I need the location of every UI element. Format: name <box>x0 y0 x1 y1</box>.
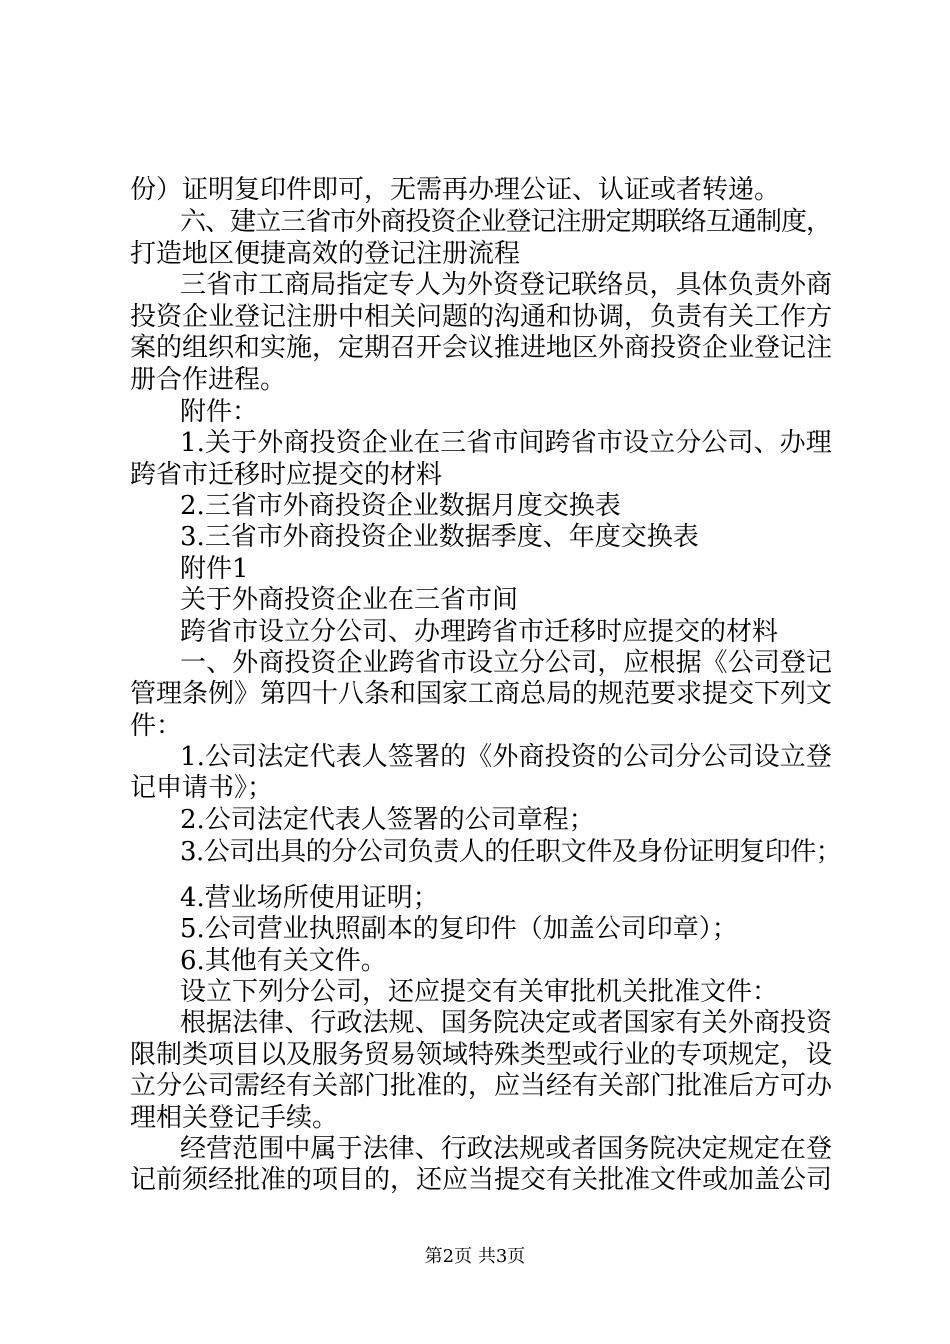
text-line: 记前须经批准的项目的，还应当提交有关批准文件或加盖公司 <box>130 1165 833 1195</box>
text-line: 记申请书》； <box>130 773 274 803</box>
text-line: 册合作进程。 <box>130 365 287 395</box>
text-line: 限制类项目以及服务贸易领域特殊类型或行业的专项规定，设 <box>130 1040 833 1070</box>
text-line: 案的组织和实施，定期召开会议推进地区外商投资企业登记注 <box>130 333 833 363</box>
text-line: 6.其他有关文件。 <box>180 946 387 976</box>
text-line: 打造地区便捷高效的登记注册流程 <box>130 239 521 269</box>
text-line: 4.营业场所使用证明； <box>180 883 439 913</box>
page-footer: 第2页 共3页 <box>424 1246 526 1267</box>
text-line: 1.公司法定代表人签署的《外商投资的公司分公司设立登 <box>180 742 832 772</box>
text-line: 设立下列分公司，还应提交有关审批机关批准文件： <box>180 977 779 1007</box>
text-line: 三省市工商局指定专人为外资登记联络员，具体负责外商 <box>180 270 833 300</box>
text-line: 六、建立三省市外商投资企业登记注册定期联络互通制度， <box>180 207 832 237</box>
text-line: 附件1 <box>180 554 249 584</box>
text-line: 理相关登记手续。 <box>130 1103 339 1133</box>
text-line: 3.公司出具的分公司负责人的任职文件及身份证明复印件； <box>180 837 842 867</box>
text-line: 一、外商投资企业跨省市设立分公司，应根据《公司登记 <box>180 648 833 678</box>
text-line: 件： <box>130 711 183 741</box>
text-line: 跨省市迁移时应提交的材料 <box>130 460 443 490</box>
text-line: 跨省市设立分公司、办理跨省市迁移时应提交的材料 <box>180 617 779 647</box>
text-line: 管理条例》第四十八条和国家工商总局的规范要求提交下列文 <box>130 679 833 709</box>
text-line: 3.三省市外商投资企业数据季度、年度交换表 <box>180 522 699 552</box>
text-line: 2.公司法定代表人签署的公司章程； <box>180 805 595 835</box>
text-line: 附件： <box>180 397 259 427</box>
text-line: 立分公司需经有关部门批准的，应当经有关部门批准后方可办 <box>130 1071 833 1101</box>
text-line: 2.三省市外商投资企业数据月度交换表 <box>180 491 621 521</box>
text-line: 份）证明复印件即可，无需再办理公证、认证或者转递。 <box>130 175 781 205</box>
text-line: 经营范围中属于法律、行政法规或者国务院决定规定在登 <box>180 1134 833 1164</box>
text-line: 5.公司营业执照副本的复印件（加盖公司印章）； <box>180 914 738 944</box>
text-line: 关于外商投资企业在三省市间 <box>180 585 519 615</box>
text-line: 1.关于外商投资企业在三省市间跨省市设立分公司、办理 <box>180 428 832 458</box>
text-line: 根据法律、行政法规、国务院决定或者国家有关外商投资 <box>180 1008 833 1038</box>
text-line: 投资企业登记注册中相关问题的沟通和协调，负责有关工作方 <box>130 302 833 332</box>
